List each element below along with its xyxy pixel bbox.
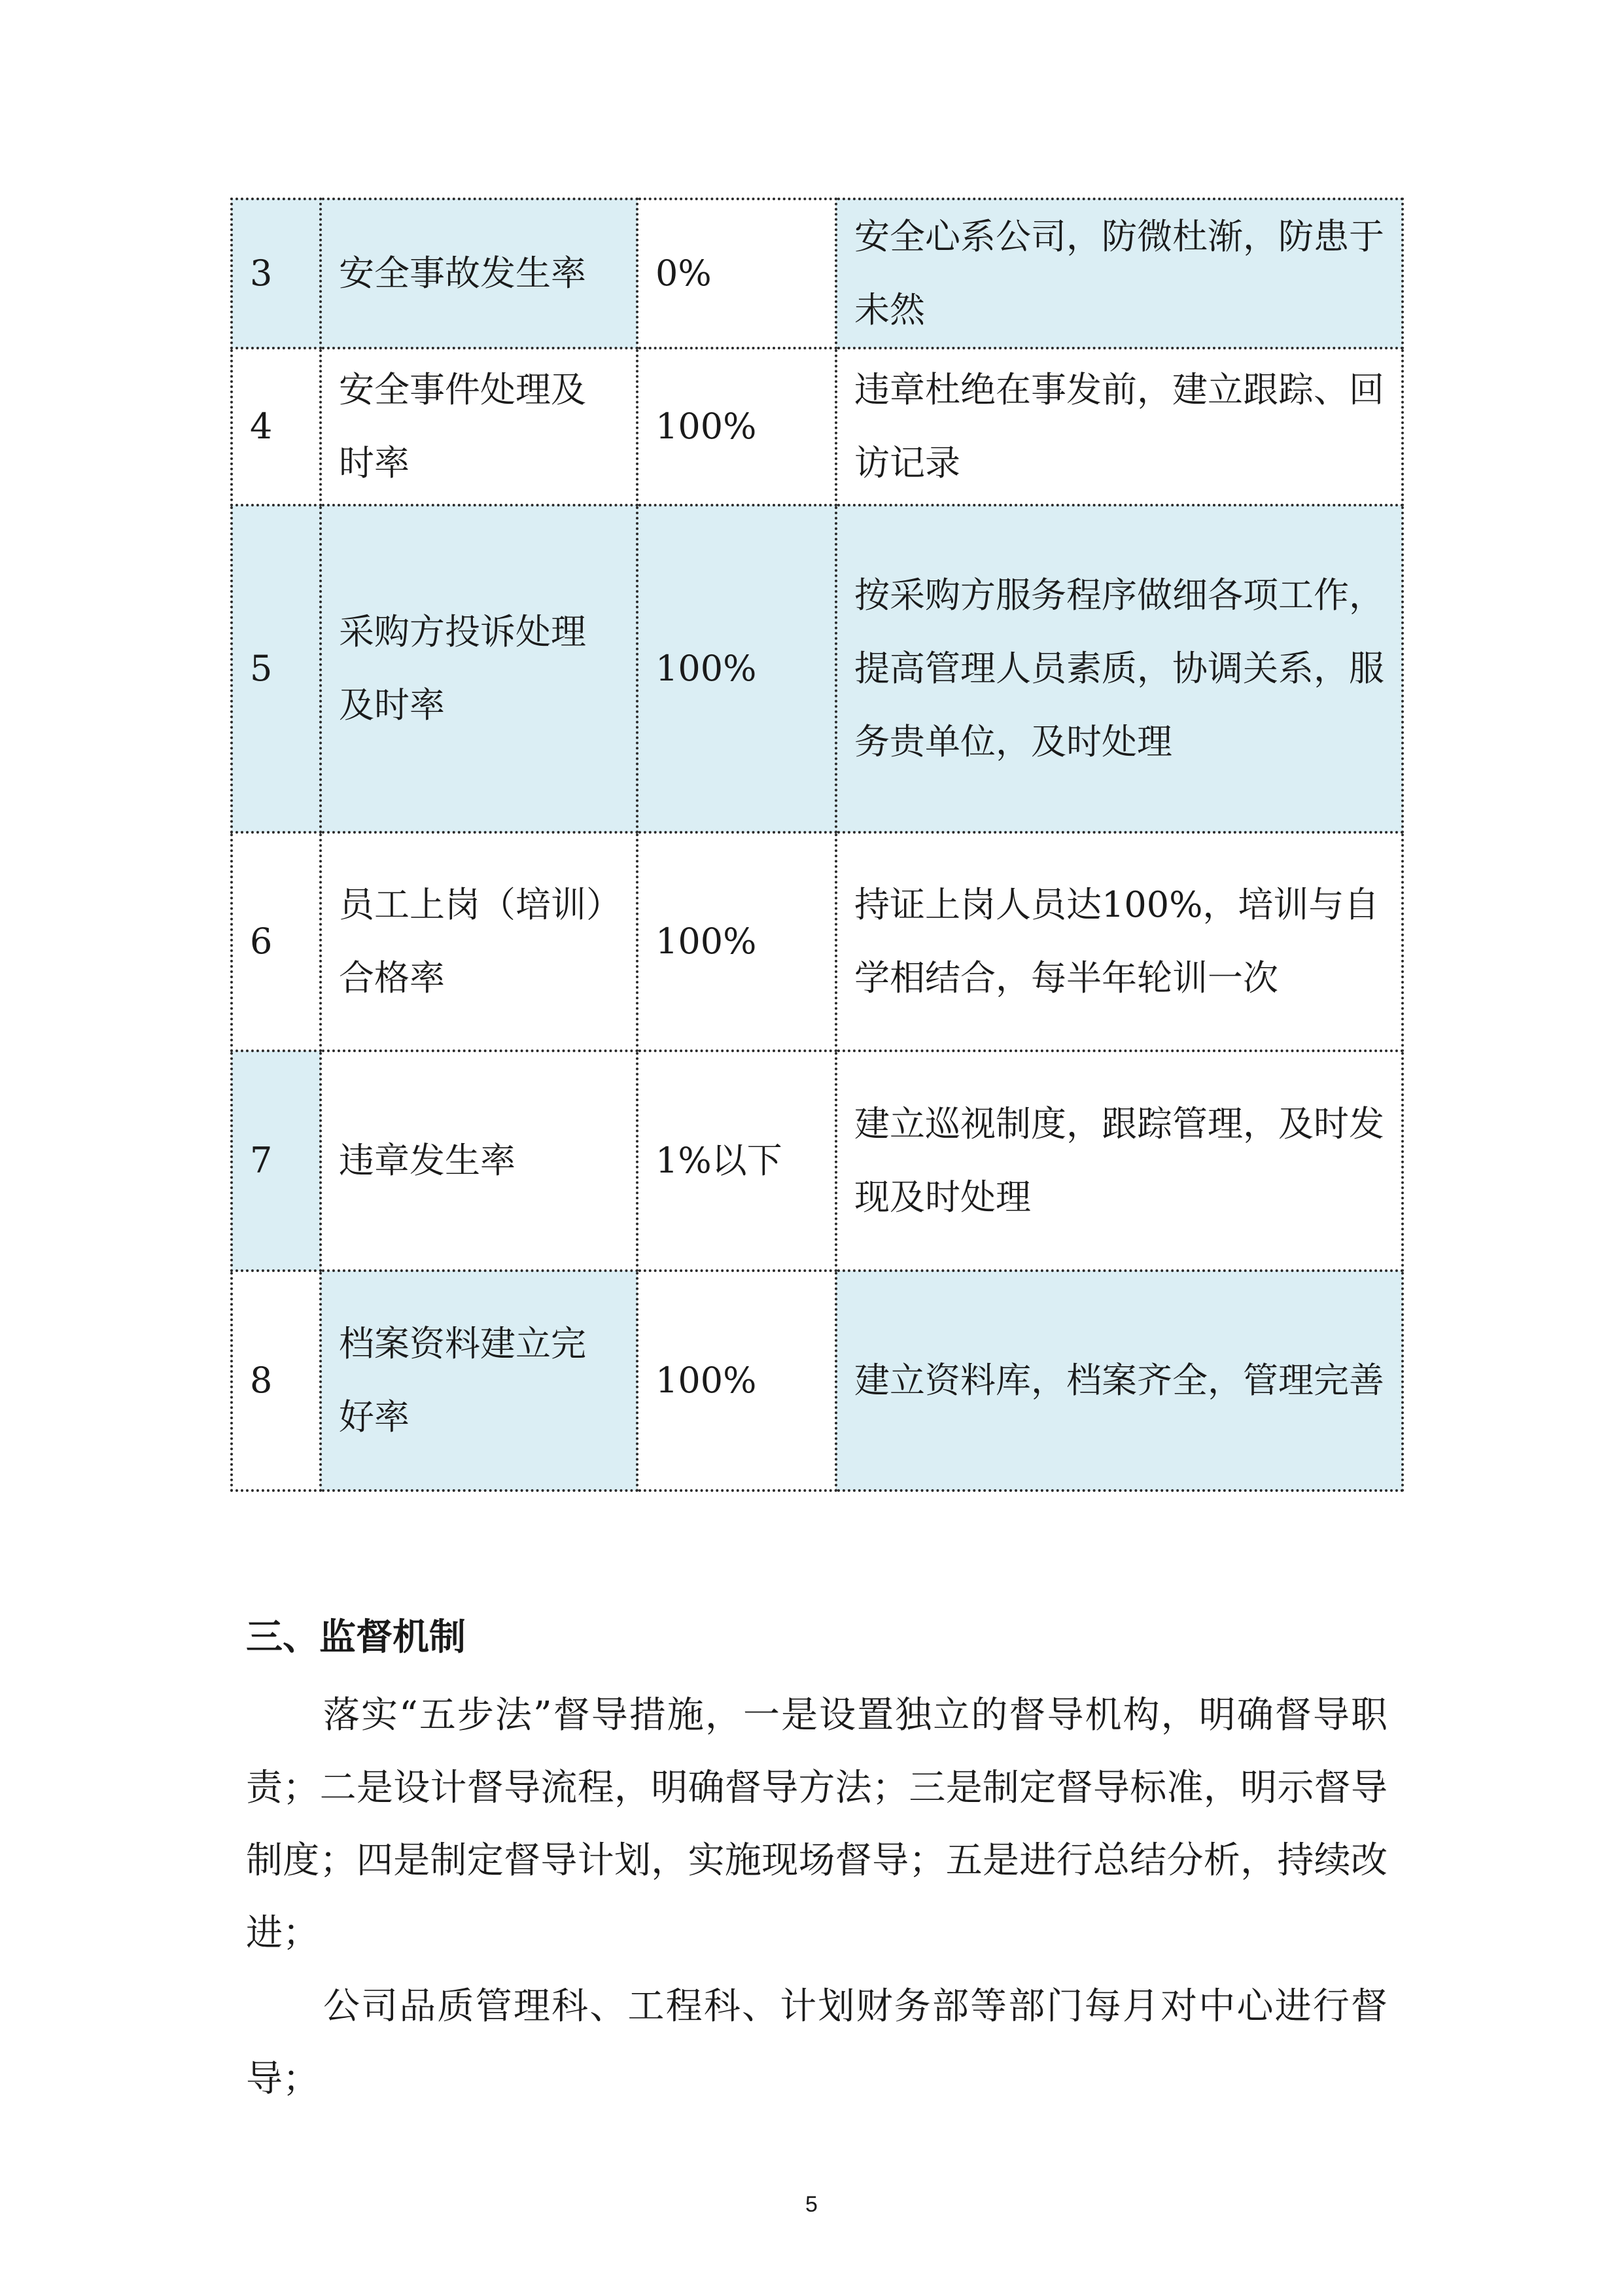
target-cell: 100%: [637, 1271, 836, 1491]
target-cell: 0%: [637, 199, 836, 348]
target-cell: 100%: [637, 348, 836, 505]
measure-cell: 违章杜绝在事发前，建立跟踪、回访记录: [836, 348, 1403, 505]
target-cell: 100%: [637, 505, 836, 832]
body-paragraph: 公司品质管理科、工程科、计划财务部等部门每月对中心进行督导；: [246, 1985, 1387, 2100]
row-number-cell: 5: [232, 505, 321, 832]
item-cell: 安全事件处理及时率: [321, 348, 637, 505]
measure-cell: 持证上岗人员达100%，培训与自学相结合，每半年轮训一次: [836, 832, 1403, 1051]
measure-cell: 建立巡视制度，跟踪管理，及时发现及时处理: [836, 1051, 1403, 1271]
page-number: 5: [805, 2192, 818, 2217]
item-cell: 安全事故发生率: [321, 199, 637, 348]
table-row: [232, 832, 1403, 1051]
table-row: [232, 505, 1403, 832]
target-cell: 100%: [637, 832, 836, 1051]
row-number-cell: 4: [232, 348, 321, 505]
measure-cell: 建立资料库，档案齐全，管理完善: [836, 1271, 1403, 1491]
measure-cell: 安全心系公司，防微杜渐，防患于未然: [836, 199, 1403, 348]
kpi-table: [230, 198, 1404, 1492]
body-paragraph: 落实“五步法”督导措施，一是设置独立的督导机构，明确督导职责；二是设计督导流程，明确督导方法；三是制定督导标准，明示督导制度；四是制定督导计划，实施现场督导；五是进行总结分析，持续改进；: [246, 1694, 1387, 1954]
table-row: [232, 348, 1403, 505]
row-number-cell: 3: [232, 199, 321, 348]
section-title: 三、监督机制: [246, 1616, 466, 1659]
item-cell: 违章发生率: [321, 1051, 637, 1271]
table-row: [232, 1271, 1403, 1491]
row-number-cell: 8: [232, 1271, 321, 1491]
row-number-cell: 7: [232, 1051, 321, 1271]
measure-cell: 按采购方服务程序做细各项工作，提高管理人员素质，协调关系，服务贵单位，及时处理: [836, 505, 1403, 832]
table-row: [232, 199, 1403, 348]
item-cell: 档案资料建立完好率: [321, 1271, 637, 1491]
row-number-cell: 6: [232, 832, 321, 1051]
target-cell: 1%以下: [637, 1051, 836, 1271]
item-cell: 采购方投诉处理及时率: [321, 505, 637, 832]
item-cell: 员工上岗（培训）合格率: [321, 832, 637, 1051]
table-row: [232, 1051, 1403, 1271]
